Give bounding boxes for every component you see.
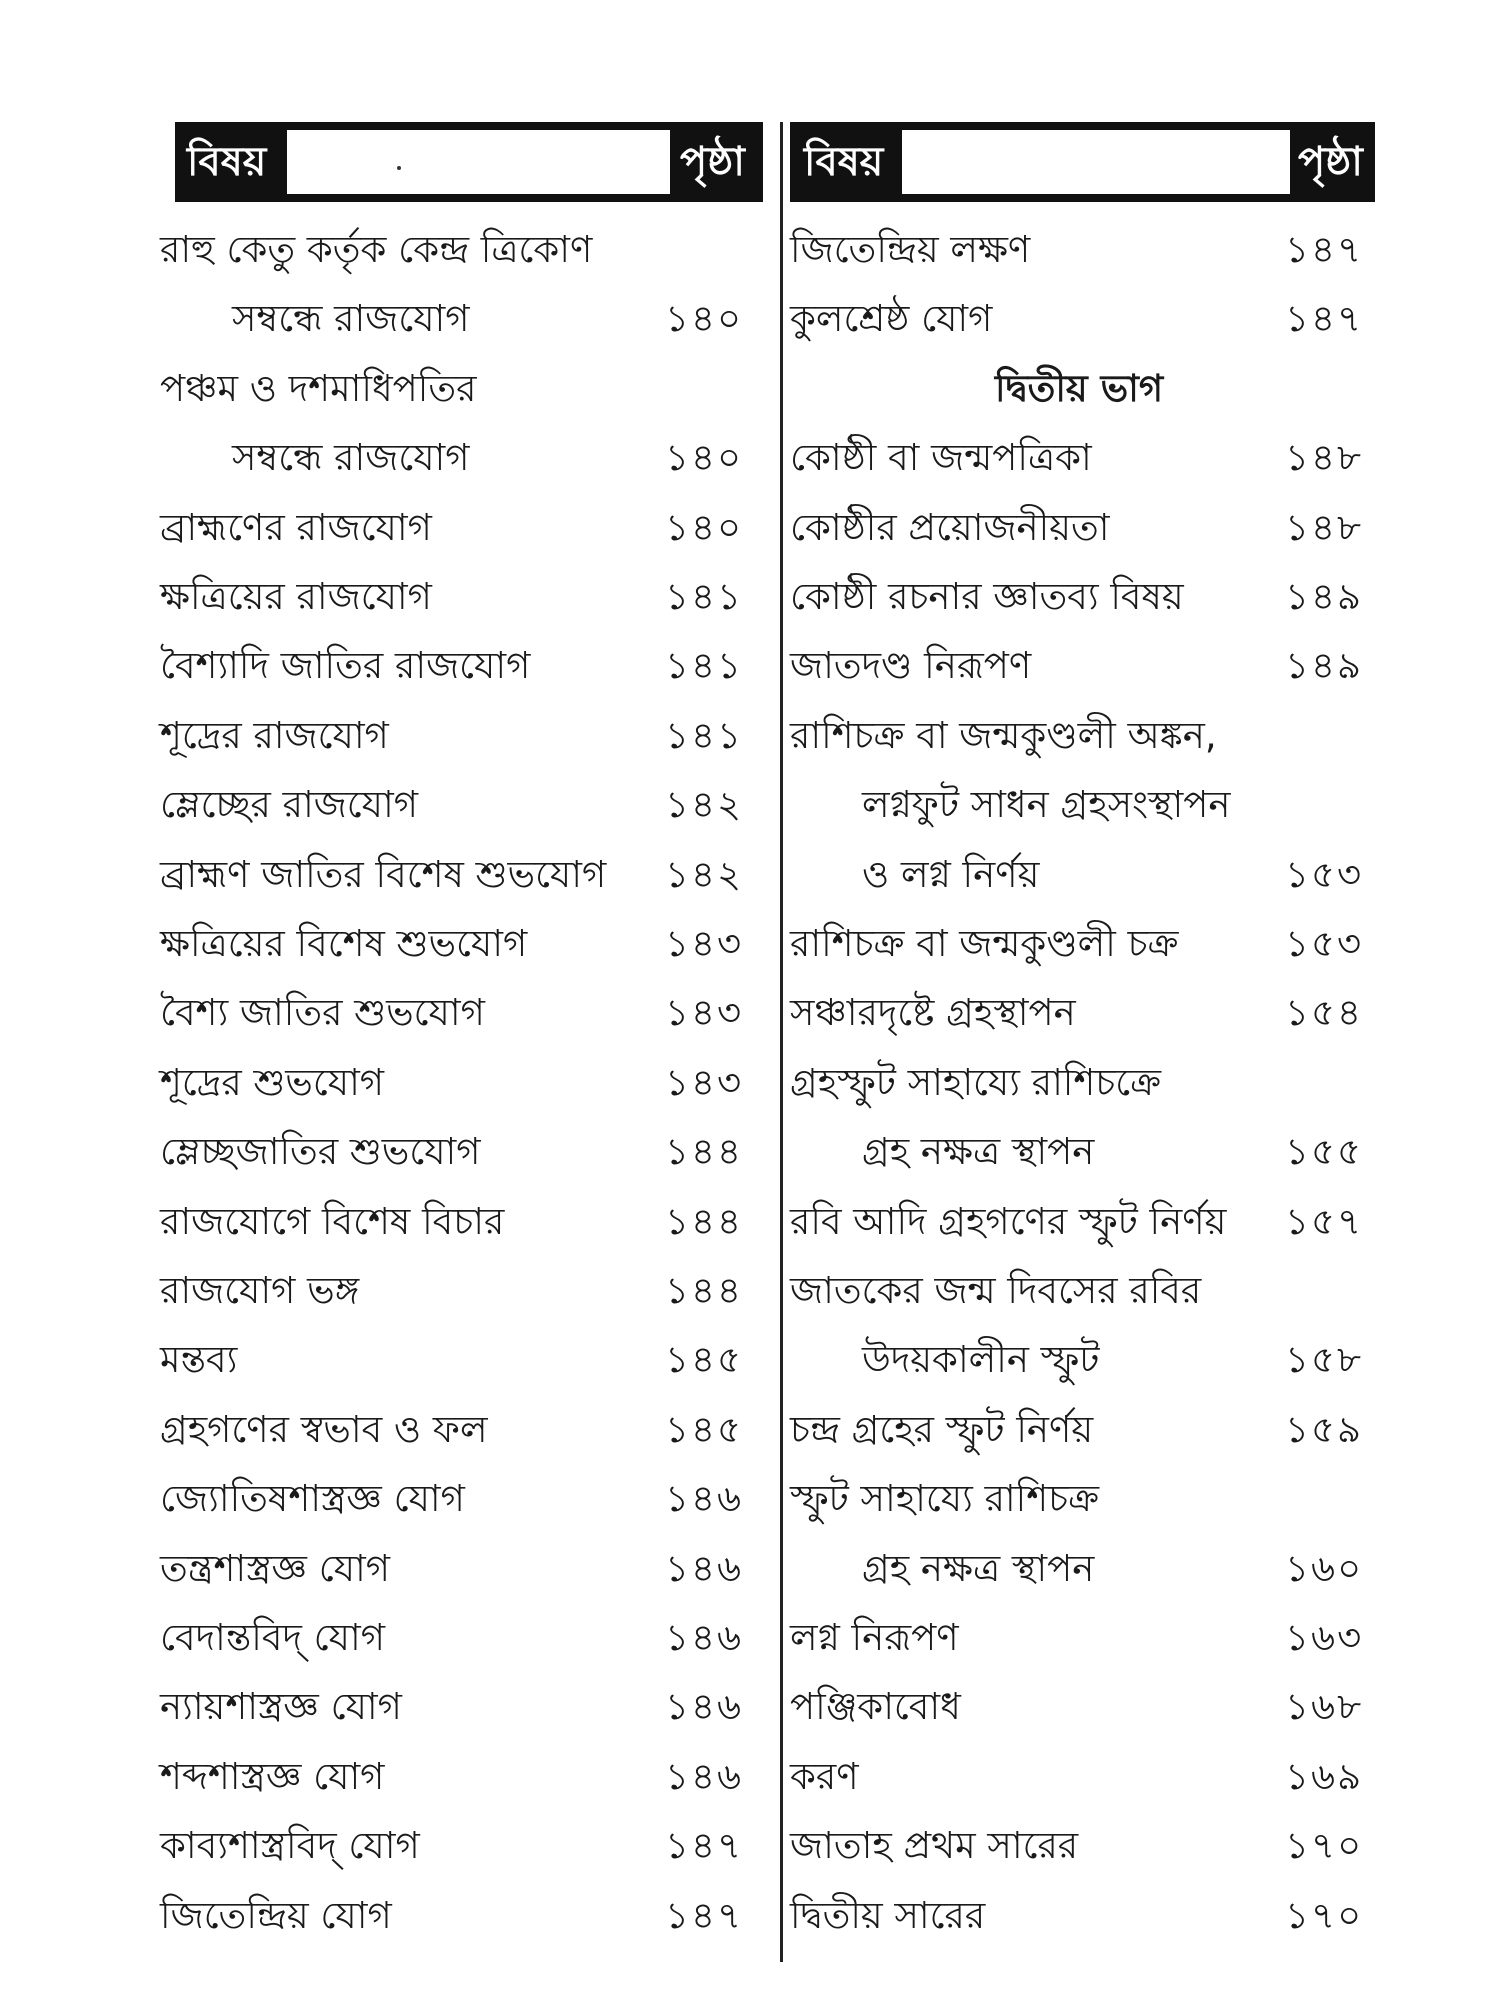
right-toc-row bbox=[790, 1742, 1405, 1812]
left-toc-row bbox=[160, 909, 785, 979]
toc-entry-page: ১৪০ bbox=[665, 297, 744, 340]
toc-entry-title: জাতাহ প্রথম সারের bbox=[790, 1824, 1079, 1867]
toc-entry-page: ১৭০ bbox=[1285, 1894, 1364, 1937]
toc-entry-title: ব্রাহ্মণ জাতির বিশেষ শুভযোগ bbox=[160, 853, 607, 896]
toc-entry-page: ১৬৮ bbox=[1285, 1685, 1364, 1728]
toc-entry-page: ১৪৮ bbox=[1285, 506, 1364, 549]
toc-entry-page: ১৪৪ bbox=[665, 1200, 744, 1243]
toc-entry-title: ব্রাহ্মণের রাজযোগ bbox=[160, 506, 432, 549]
right-toc-row bbox=[790, 978, 1405, 1048]
toc-entry-page: ১৪৪ bbox=[665, 1130, 744, 1173]
toc-entry-page: ১৪০ bbox=[665, 436, 744, 479]
toc-entry-page: ১৭০ bbox=[1285, 1824, 1364, 1867]
toc-entry-title: তন্ত্রশাস্ত্রজ্ঞ যোগ bbox=[160, 1547, 391, 1590]
left-toc-row bbox=[160, 284, 785, 354]
toc-entry-page: ১৫৩ bbox=[1285, 922, 1364, 965]
left-toc-row bbox=[160, 493, 785, 563]
right-toc-row bbox=[790, 631, 1405, 701]
toc-entry-title: রাহু কেতু কর্তৃক কেন্দ্র ত্রিকোণ bbox=[160, 228, 593, 271]
left-toc-row bbox=[160, 215, 785, 285]
toc-entry-page: ১৫৪ bbox=[1285, 991, 1364, 1034]
toc-entry-title: জ্যোতিষশাস্ত্রজ্ঞ যোগ bbox=[160, 1477, 465, 1520]
toc-entry-title: সম্বন্ধে রাজযোগ bbox=[232, 436, 470, 479]
left-header-blank bbox=[287, 130, 670, 194]
left-toc-row bbox=[160, 1325, 785, 1395]
left-toc-row bbox=[160, 562, 785, 632]
toc-entry-title: কোষ্ঠী বা জন্মপত্রিকা bbox=[790, 436, 1092, 479]
toc-entry-title: ন্যায়শাস্ত্রজ্ঞ যোগ bbox=[160, 1685, 402, 1728]
toc-entry-page: ১৪১ bbox=[665, 644, 744, 687]
left-toc-row bbox=[160, 1534, 785, 1604]
toc-entry-title: গ্রহ নক্ষত্র স্থাপন bbox=[862, 1547, 1095, 1590]
toc-entry-title: পঞ্জিকাবোধ bbox=[790, 1685, 961, 1728]
toc-entry-title: কুলশ্রেষ্ঠ যোগ bbox=[790, 297, 993, 340]
left-toc-row bbox=[160, 1395, 785, 1465]
left-toc-row bbox=[160, 354, 785, 424]
toc-entry-title: গ্রহস্ফুট সাহায্যে রাশিচক্রে bbox=[790, 1061, 1162, 1104]
toc-entry-page: ১৫৮ bbox=[1285, 1338, 1364, 1381]
toc-entry-page: ১৪৭ bbox=[1285, 297, 1364, 340]
toc-entry-page: ১৬৩ bbox=[1285, 1616, 1364, 1659]
toc-entry-title: জিতেন্দ্রিয় যোগ bbox=[160, 1894, 392, 1937]
toc-entry-title: মন্তব্য bbox=[160, 1338, 238, 1381]
toc-entry-page: ১৪৬ bbox=[665, 1685, 744, 1728]
right-toc-row bbox=[790, 701, 1405, 771]
toc-entry-title: বেদান্তবিদ্ যোগ bbox=[160, 1616, 385, 1659]
toc-entry-title: স্ফুট সাহায্যে রাশিচক্র bbox=[790, 1477, 1100, 1520]
toc-entry-page: ১৪৬ bbox=[665, 1616, 744, 1659]
toc-entry-page: ১৪০ bbox=[665, 506, 744, 549]
toc-entry-title: রবি আদি গ্রহগণের স্ফুট নির্ণয় bbox=[790, 1200, 1227, 1243]
toc-entry-page: ১৪৫ bbox=[665, 1408, 744, 1451]
right-toc-row bbox=[790, 1325, 1405, 1395]
right-toc-row bbox=[790, 1256, 1405, 1326]
toc-entry-title: কোষ্ঠীর প্রয়োজনীয়তা bbox=[790, 506, 1110, 549]
left-toc-row bbox=[160, 701, 785, 771]
right-page-heading: পৃষ্ঠা bbox=[1298, 139, 1363, 185]
section-heading: দ্বিতীয় ভাগ bbox=[995, 367, 1164, 410]
toc-entry-title: শূদ্রের শুভযোগ bbox=[160, 1061, 385, 1104]
left-toc-row bbox=[160, 1048, 785, 1118]
toc-entry-page: ১৪২ bbox=[665, 853, 744, 896]
toc-entry-title: ক্ষত্রিয়ের রাজযোগ bbox=[160, 575, 432, 618]
right-toc-row bbox=[790, 1117, 1405, 1187]
toc-entry-title: গ্রহ নক্ষত্র স্থাপন bbox=[862, 1130, 1095, 1173]
toc-entry-title: কোষ্ঠী রচনার জ্ঞাতব্য বিষয় bbox=[790, 575, 1184, 618]
right-toc-row bbox=[790, 215, 1405, 285]
toc-entry-title: ম্লেচ্ছজাতির শুভযোগ bbox=[160, 1130, 481, 1173]
toc-entry-page: ১৪৭ bbox=[665, 1894, 744, 1937]
toc-entry-page: ১৫৫ bbox=[1285, 1130, 1364, 1173]
right-toc-row bbox=[790, 1464, 1405, 1534]
left-toc-row bbox=[160, 1742, 785, 1812]
toc-entry-title: রাশিচক্র বা জন্মকুণ্ডলী চক্র bbox=[790, 922, 1179, 965]
toc-entry-page: ১৫৩ bbox=[1285, 853, 1364, 896]
right-header-bar bbox=[790, 122, 1375, 202]
toc-entry-title: দ্বিতীয় সারের bbox=[790, 1894, 986, 1937]
toc-entry-title: ক্ষত্রিয়ের বিশেষ শুভযোগ bbox=[160, 922, 528, 965]
right-toc-row bbox=[790, 909, 1405, 979]
toc-entry-page: ১৪৬ bbox=[665, 1477, 744, 1520]
left-toc-row bbox=[160, 770, 785, 840]
toc-entry-page: ১৪৩ bbox=[665, 991, 744, 1034]
toc-entry-page: ১৬০ bbox=[1285, 1547, 1364, 1590]
toc-entry-title: চন্দ্র গ্রহের স্ফুট নির্ণয় bbox=[790, 1408, 1094, 1451]
toc-entry-title: বৈশ্য জাতির শুভযোগ bbox=[160, 991, 485, 1034]
left-toc-row bbox=[160, 1811, 785, 1881]
right-toc-row bbox=[790, 284, 1405, 354]
toc-entry-title: গ্রহগণের স্বভাব ও ফল bbox=[160, 1408, 488, 1451]
toc-entry-title: লগ্ন নিরূপণ bbox=[790, 1616, 959, 1659]
toc-entry-title: ম্লেচ্ছের রাজযোগ bbox=[160, 783, 418, 826]
right-toc-row bbox=[790, 1603, 1405, 1673]
toc-entry-title: ও লগ্ন নির্ণয় bbox=[862, 853, 1040, 896]
toc-entry-title: জাতদণ্ড নিরূপণ bbox=[790, 644, 1032, 687]
toc-entry-title: জিতেন্দ্রিয় লক্ষণ bbox=[790, 228, 1031, 271]
toc-entry-page: ১৪৭ bbox=[1285, 228, 1364, 271]
toc-entry-title: রাজযোগ ভঙ্গ bbox=[160, 1269, 360, 1312]
toc-entry-page: ১৪৭ bbox=[665, 1824, 744, 1867]
left-toc-row bbox=[160, 423, 785, 493]
left-toc-row bbox=[160, 1256, 785, 1326]
right-subject-heading: বিষয় bbox=[804, 139, 884, 185]
toc-entry-page: ১৪৫ bbox=[665, 1338, 744, 1381]
right-toc-row bbox=[790, 1881, 1405, 1951]
right-toc-row bbox=[790, 1048, 1405, 1118]
toc-entry-title: পঞ্চম ও দশমাধিপতির bbox=[160, 367, 477, 410]
left-toc-row bbox=[160, 1187, 785, 1257]
toc-entry-page: ১৪১ bbox=[665, 714, 744, 757]
toc-entry-page: ১৫৭ bbox=[1285, 1200, 1364, 1243]
right-header-blank bbox=[902, 130, 1290, 194]
left-toc-row bbox=[160, 1672, 785, 1742]
right-toc-row bbox=[790, 562, 1405, 632]
right-toc-row bbox=[790, 493, 1405, 563]
toc-entry-title: শূদ্রের রাজযোগ bbox=[160, 714, 389, 757]
toc-entry-title: শব্দশাস্ত্রজ্ঞ যোগ bbox=[160, 1755, 385, 1798]
toc-entry-title: কাব্যশাস্ত্রবিদ্ যোগ bbox=[160, 1824, 420, 1867]
toc-entry-title: জাতকের জন্ম দিবসের রবির bbox=[790, 1269, 1202, 1312]
toc-entry-title: উদয়কালীন স্ফুট bbox=[862, 1338, 1100, 1381]
toc-entry-title: রাজযোগে বিশেষ বিচার bbox=[160, 1200, 505, 1243]
toc-entry-page: ১৫৯ bbox=[1285, 1408, 1364, 1451]
left-toc-row bbox=[160, 840, 785, 910]
toc-entry-page: ১৪৩ bbox=[665, 1061, 744, 1104]
toc-entry-page: ১৪৪ bbox=[665, 1269, 744, 1312]
toc-entry-title: সম্বন্ধে রাজযোগ bbox=[232, 297, 470, 340]
toc-entry-page: ১৪৯ bbox=[1285, 644, 1364, 687]
toc-entry-title: লগ্নফুট সাধন গ্রহসংস্থাপন bbox=[862, 783, 1231, 826]
left-toc-row bbox=[160, 1117, 785, 1187]
right-toc-row bbox=[790, 1672, 1405, 1742]
toc-entry-page: ১৪৮ bbox=[1285, 436, 1364, 479]
header-dot bbox=[397, 166, 401, 170]
toc-entry-page: ১৪৬ bbox=[665, 1755, 744, 1798]
toc-entry-page: ১৪৯ bbox=[1285, 575, 1364, 618]
toc-entry-page: ১৪৬ bbox=[665, 1547, 744, 1590]
toc-entry-title: রাশিচক্র বা জন্মকুণ্ডলী অঙ্কন, bbox=[790, 714, 1217, 757]
left-toc-row bbox=[160, 631, 785, 701]
toc-entry-title: বৈশ্যাদি জাতির রাজযোগ bbox=[160, 644, 531, 687]
left-page-heading: পৃষ্ঠা bbox=[680, 139, 745, 185]
right-toc-row bbox=[790, 1811, 1405, 1881]
right-toc-row bbox=[790, 423, 1405, 493]
toc-entry-page: ১৪৩ bbox=[665, 922, 744, 965]
left-header-bar bbox=[175, 122, 763, 202]
right-toc-row bbox=[790, 1534, 1405, 1604]
toc-entry-title: করণ bbox=[790, 1755, 859, 1798]
left-subject-heading: বিষয় bbox=[187, 139, 267, 185]
left-toc-row bbox=[160, 978, 785, 1048]
right-toc-row bbox=[790, 1395, 1405, 1465]
left-toc-row bbox=[160, 1464, 785, 1534]
toc-entry-title: সঞ্চারদৃষ্টে গ্রহস্থাপন bbox=[790, 991, 1076, 1034]
toc-entry-page: ১৬৯ bbox=[1285, 1755, 1364, 1798]
toc-entry-page: ১৪২ bbox=[665, 783, 744, 826]
left-toc-row bbox=[160, 1603, 785, 1673]
right-toc-row bbox=[790, 354, 1405, 424]
left-toc-row bbox=[160, 1881, 785, 1951]
right-toc-row bbox=[790, 1187, 1405, 1257]
toc-entry-page: ১৪১ bbox=[665, 575, 744, 618]
right-toc-row bbox=[790, 770, 1405, 840]
right-toc-row bbox=[790, 840, 1405, 910]
